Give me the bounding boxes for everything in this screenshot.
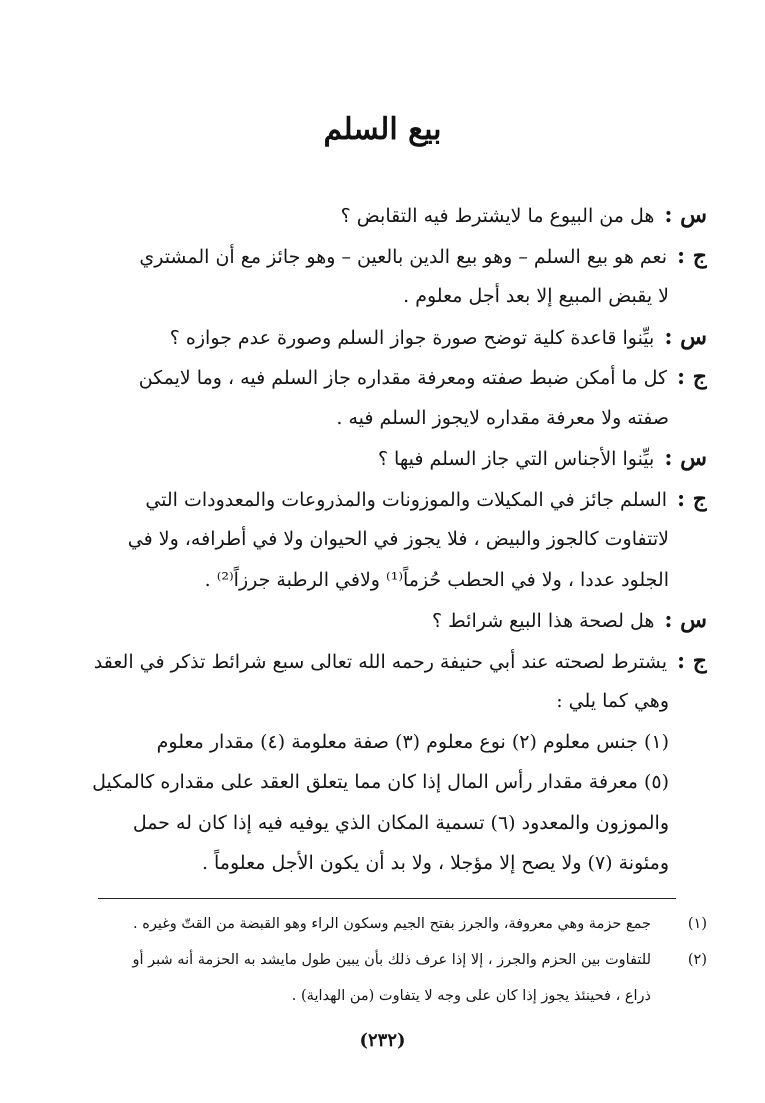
- footnote: [90, 978, 707, 1014]
- text-line: [70, 519, 707, 560]
- footnote-number: (١): [687, 916, 707, 932]
- line-label: س :: [664, 445, 707, 471]
- line-text: بيِّنوا الأجناس التي جاز السلم فيها ؟: [377, 448, 655, 470]
- chapter-title: بيع السلم: [323, 112, 442, 147]
- line-label: س :: [664, 202, 707, 228]
- answer-line: [70, 357, 707, 398]
- line-text: بيِّنوا قاعدة كلية توضح صورة جواز السلم وصورة عدم جوازه ؟: [169, 326, 655, 349]
- line-text: نعم هو بيع السلم – وهو بيع الدين بالعين – وهو جائز مع أن المشتري: [139, 245, 668, 268]
- line-label: ج :: [677, 647, 707, 674]
- footnote-text: ذراع ، فحينئذ يجوز إذا كان على وجه لا يتفاوت (من الهداية) .: [291, 988, 651, 1004]
- footnote: [90, 906, 707, 942]
- footnote-divider: [98, 898, 676, 899]
- footnote-text: جمع حزمة وهي معروفة، والجرز بفتح الجيم وسكون الراء وهو القبضة من القتّ وغيره .: [133, 916, 651, 932]
- text-line: [70, 843, 707, 884]
- text-line: [70, 398, 707, 439]
- line-text: لاتتفاوت كالجوز والبيض ، فلا يجوز في الحيوان ولا في أطرافه، ولا في: [127, 528, 669, 550]
- line-text: يشترط لصحته عند أبي حنيفة رحمه الله تعالى سبع شرائط تذكر في العقد: [93, 650, 668, 673]
- line-label: ج :: [677, 485, 707, 512]
- line-text: هل من البيوع ما لايشترط فيه التقابض ؟: [340, 205, 655, 227]
- line-label: س :: [664, 323, 707, 350]
- qa-body: [70, 195, 707, 884]
- question-line: [70, 438, 707, 479]
- line-label: ج :: [677, 364, 707, 390]
- text-line: [70, 762, 707, 803]
- text-line: [70, 803, 707, 844]
- line-text: لا يقبض المبيع إلا بعد أجل معلوم .: [403, 285, 669, 307]
- line-text: والموزون والمعدود (٦) تسمية المكان الذي يوفيه فيه إذا كان له حمل: [132, 811, 669, 834]
- question-line: [70, 195, 707, 236]
- question-line: [70, 600, 707, 641]
- text-line: [70, 722, 707, 763]
- footnote-text: للتفاوت بين الحزم والجرز ، إلا إذا عرف ذلك بأن يبين طول مايشد به الحزمة أنه شبر أو: [132, 952, 651, 968]
- line-text: الجلود عددا ، ولا في الحطب حُزماً⁽¹⁾ ولافي الرطبة جرزاً⁽²⁾ .: [204, 568, 669, 591]
- line-label: س :: [664, 607, 707, 633]
- text-line: [70, 560, 707, 601]
- footnote: [90, 942, 707, 978]
- answer-line: [70, 236, 707, 277]
- line-text: السلم جائز في المكيلات والموزونات والمذروعات والمعدودات التي: [145, 488, 668, 511]
- answer-line: [70, 641, 707, 682]
- line-text: صفته ولا معرفة مقداره لايجوز السلم فيه .: [336, 406, 669, 429]
- line-label: ج :: [677, 242, 707, 269]
- line-text: كل ما أمكن ضبط صفته ومعرفة مقداره جاز السلم فيه ، وما لايمكن: [138, 367, 668, 389]
- text-line: [70, 276, 707, 317]
- footnote-number: (٢): [687, 952, 707, 968]
- line-text: هل لصحة هذا البيع شرائط ؟: [432, 610, 655, 632]
- line-text: وهي كما يلي :: [556, 690, 669, 712]
- text-line: [70, 681, 707, 722]
- question-line: [70, 317, 707, 358]
- line-text: (١) جنس معلوم (٢) نوع معلوم (٣) صفة معلومة (٤) مقدار معلوم: [156, 730, 669, 753]
- answer-line: [70, 479, 707, 520]
- footnotes: [90, 906, 707, 1014]
- page-number: (٢٣٢): [359, 1030, 406, 1051]
- line-text: (٥) معرفة مقدار رأس المال إذا كان مما يتعلق العقد على مقداره كالمكيل: [92, 771, 669, 793]
- line-text: ومئونة (٧) ولا يصح إلا مؤجلا ، ولا بد أن يكون الأجل معلوماً .: [201, 852, 669, 874]
